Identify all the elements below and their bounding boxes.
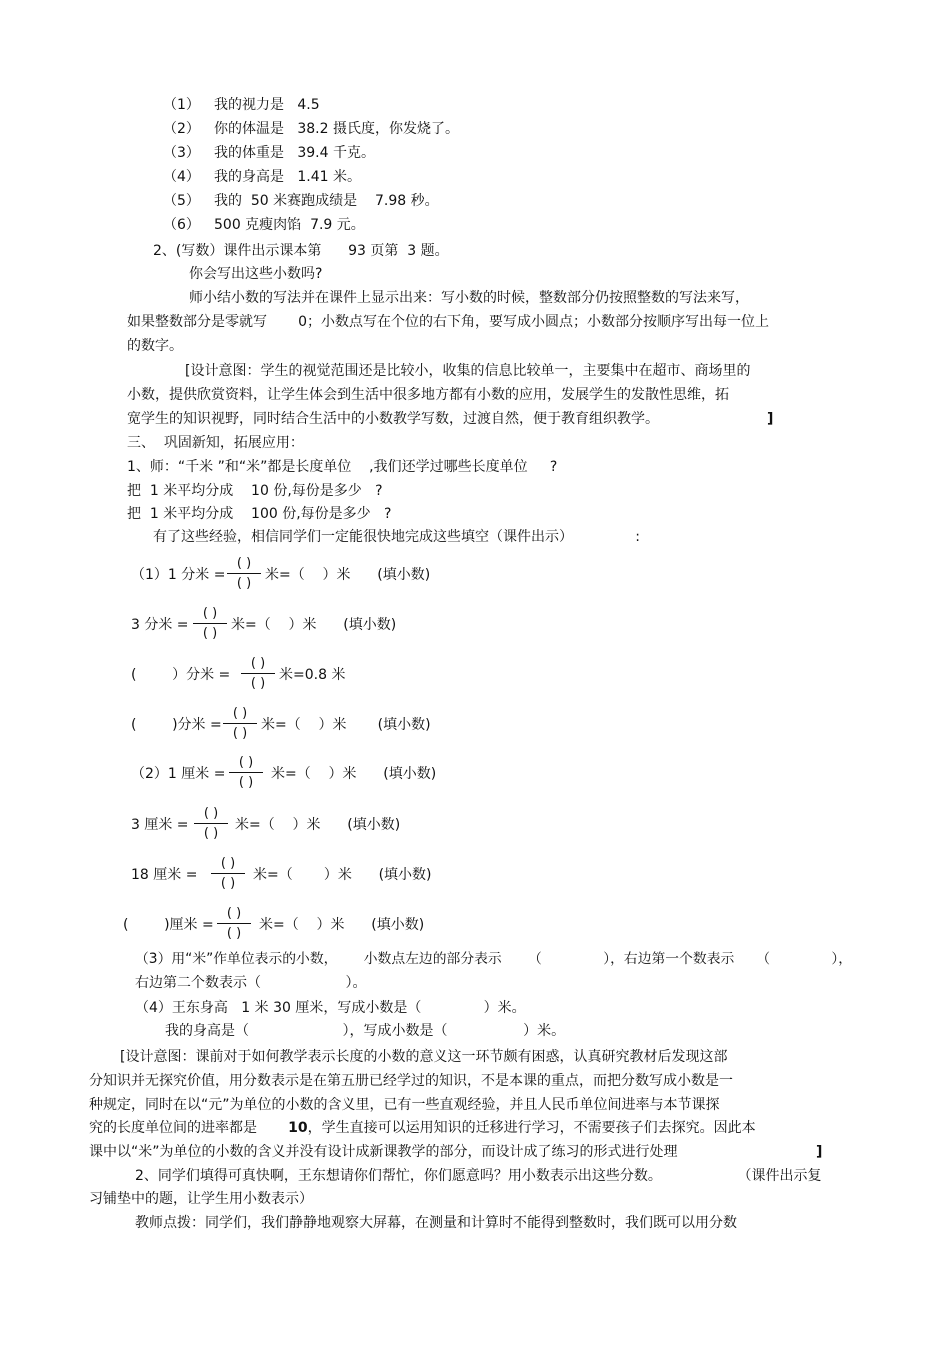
design-note-2-line-4: 究的长度单位间的进率都是 10，学生直接可以运用知识的迁移进行学习，不需要孩子们去探究。因此本 bbox=[89, 1120, 756, 1136]
paragraph-3: 教师点拨：同学们，我们静静地观察大屏幕，在测量和计算时不能得到整数时，我们既可以用分数 bbox=[135, 1215, 737, 1231]
list-num-5: （5） bbox=[163, 193, 200, 209]
section-heading: 三、 巩固新知，拓展应用： bbox=[127, 435, 304, 451]
question-1: 1、师：“千米 ”和“米”都是长度单位 ,我们还学过哪些长度单位 ? bbox=[127, 459, 558, 475]
design-note-2-line-1: [设计意图：课前对于如何教学表示长度的小数的意义这一环节颇有困惑，认真研究教材后发现这部 bbox=[120, 1049, 728, 1065]
exercise-1-right: 米=（ ）米 (填小数) bbox=[265, 567, 431, 583]
exercise-7-fraction: ( ) ( ) bbox=[211, 856, 245, 891]
exercise-6-left: 3 厘米 = bbox=[131, 817, 189, 833]
exercise-1-fraction: ( ) ( ) bbox=[227, 556, 261, 591]
exercise-5-fraction: ( ) ( ) bbox=[229, 755, 263, 790]
question-5-line-2: 右边第二个数表示（ ）。 bbox=[135, 975, 367, 991]
question-6-line-2: 我的身高是（ ），写成小数是（ ）米。 bbox=[165, 1023, 566, 1039]
list-item-5: 我的 50 米赛跑成绩是 7.98 秒。 bbox=[214, 193, 439, 209]
paragraph-2-line-1: 2、同学们填得可真快啊，王东想请你们帮忙，你们愿意吗？用小数表示出这些分数。 （课件出示复 bbox=[135, 1168, 822, 1184]
exercise-3-right: 米=0.8 米 bbox=[279, 667, 346, 683]
exercise-4-fraction: ( ) ( ) bbox=[223, 706, 257, 741]
exercise-5-right: 米=（ ）米 (填小数) bbox=[271, 766, 437, 782]
exercise-5-left: （2）1 厘米 = bbox=[131, 766, 226, 782]
question-3: 把 1 米平均分成 100 份,每份是多少 ? bbox=[127, 506, 392, 522]
design-note-2-line-3: 种规定，同时在以“元”为单位的小数的含义里，已有一些直观经验，并且人民币单位间进率与本节课探 bbox=[89, 1097, 720, 1113]
exercise-3-fraction: ( ) ( ) bbox=[241, 656, 275, 691]
list-item-3: 我的体重是 39.4 千克。 bbox=[214, 145, 375, 161]
list-item-2: 你的体温是 38.2 摄氏度，你发烧了。 bbox=[214, 121, 459, 137]
exercise-4-left: ( )分米 = bbox=[131, 717, 222, 733]
design-note-2-close-bracket: ] bbox=[816, 1144, 823, 1160]
design-note-2-line-5: 课中以“米”为单位的小数的含义并没有设计成新课教学的部分，而设计成了练习的形式进行处理 bbox=[89, 1144, 678, 1160]
exercise-2-fraction: ( ) ( ) bbox=[193, 606, 227, 641]
question-6-line-1: （4）王东身高 1 米 30 厘米，写成小数是（ ）米。 bbox=[135, 1000, 526, 1016]
design-note-1-close-bracket: ] bbox=[767, 411, 774, 427]
summary-line-1: 师小结小数的写法并在课件上显示出来：写小数的时候，整数部分仍按照整数的写法来写， bbox=[189, 290, 749, 306]
exercise-6-fraction: ( ) ( ) bbox=[194, 806, 228, 841]
list-item-4: 我的身高是 1.41 米。 bbox=[214, 169, 361, 185]
question-4: 有了这些经验，相信同学们一定能很快地完成这些填空（课件出示） : bbox=[153, 529, 641, 545]
paragraph-2-line-2: 习铺垫中的题，让学生用小数表示） bbox=[89, 1191, 313, 1207]
question-5-line-1: （3）用“米”作单位表示的小数， 小数点左边的部分表示 （ ），右边第一个数表示 （ ）， bbox=[135, 951, 853, 967]
write-title: 2、(写数）课件出示课本第 93 页第 3 题。 bbox=[153, 243, 449, 259]
list-num-4: （4） bbox=[163, 169, 200, 185]
exercise-7-left: 18 厘米 = bbox=[131, 867, 198, 883]
design-note-1-line-1: [设计意图：学生的视觉范围还是比较小，收集的信息比较单一，主要集中在超市、商场里的 bbox=[185, 363, 751, 379]
design-note-1-line-3: 宽学生的知识视野，同时结合生活中的小数教学写数，过渡自然，便于教育组织教学。 bbox=[127, 411, 659, 427]
list-num-1: （1） bbox=[163, 97, 200, 113]
design-note-1-line-2: 小数，提供欣赏资料，让学生体会到生活中很多地方都有小数的应用，发展学生的发散性思维，拓 bbox=[127, 387, 729, 403]
exercise-1-left: （1）1 分米 = bbox=[131, 567, 226, 583]
list-num-2: （2） bbox=[163, 121, 200, 137]
write-question: 你会写出这些小数吗? bbox=[189, 266, 323, 282]
exercise-4-right: 米=（ ）米 (填小数) bbox=[261, 717, 431, 733]
list-num-3: （3） bbox=[163, 145, 200, 161]
summary-line-2: 如果整数部分是零就写 0；小数点写在个位的右下角，要写成小圆点；小数部分按顺序写出每一位上 bbox=[127, 314, 770, 330]
list-num-6: （6） bbox=[163, 217, 200, 233]
exercise-2-right: 米=（ ）米 (填小数) bbox=[231, 617, 397, 633]
exercise-8-right: 米=（ ）米 (填小数) bbox=[259, 917, 425, 933]
question-2: 把 1 米平均分成 10 份,每份是多少 ? bbox=[127, 483, 383, 499]
exercise-8-fraction: ( ) ( ) bbox=[217, 906, 251, 941]
exercise-7-right: 米=（ ）米 (填小数) bbox=[253, 867, 432, 883]
exercise-2-left: 3 分米 = bbox=[131, 617, 189, 633]
list-item-1: 我的视力是 4.5 bbox=[214, 97, 320, 113]
exercise-6-right: 米=（ ）米 (填小数) bbox=[235, 817, 401, 833]
design-note-2-line-2: 分知识并无探究价值，用分数表示是在第五册已经学过的知识，不是本课的重点，而把分数写成小数是一 bbox=[89, 1073, 733, 1089]
list-item-6: 500 克瘦肉馅 7.9 元。 bbox=[214, 217, 365, 233]
summary-line-3: 的数字。 bbox=[127, 338, 183, 354]
exercise-8-left: ( )厘米 = bbox=[123, 917, 214, 933]
exercise-3-left: ( ）分米 = bbox=[131, 667, 231, 683]
